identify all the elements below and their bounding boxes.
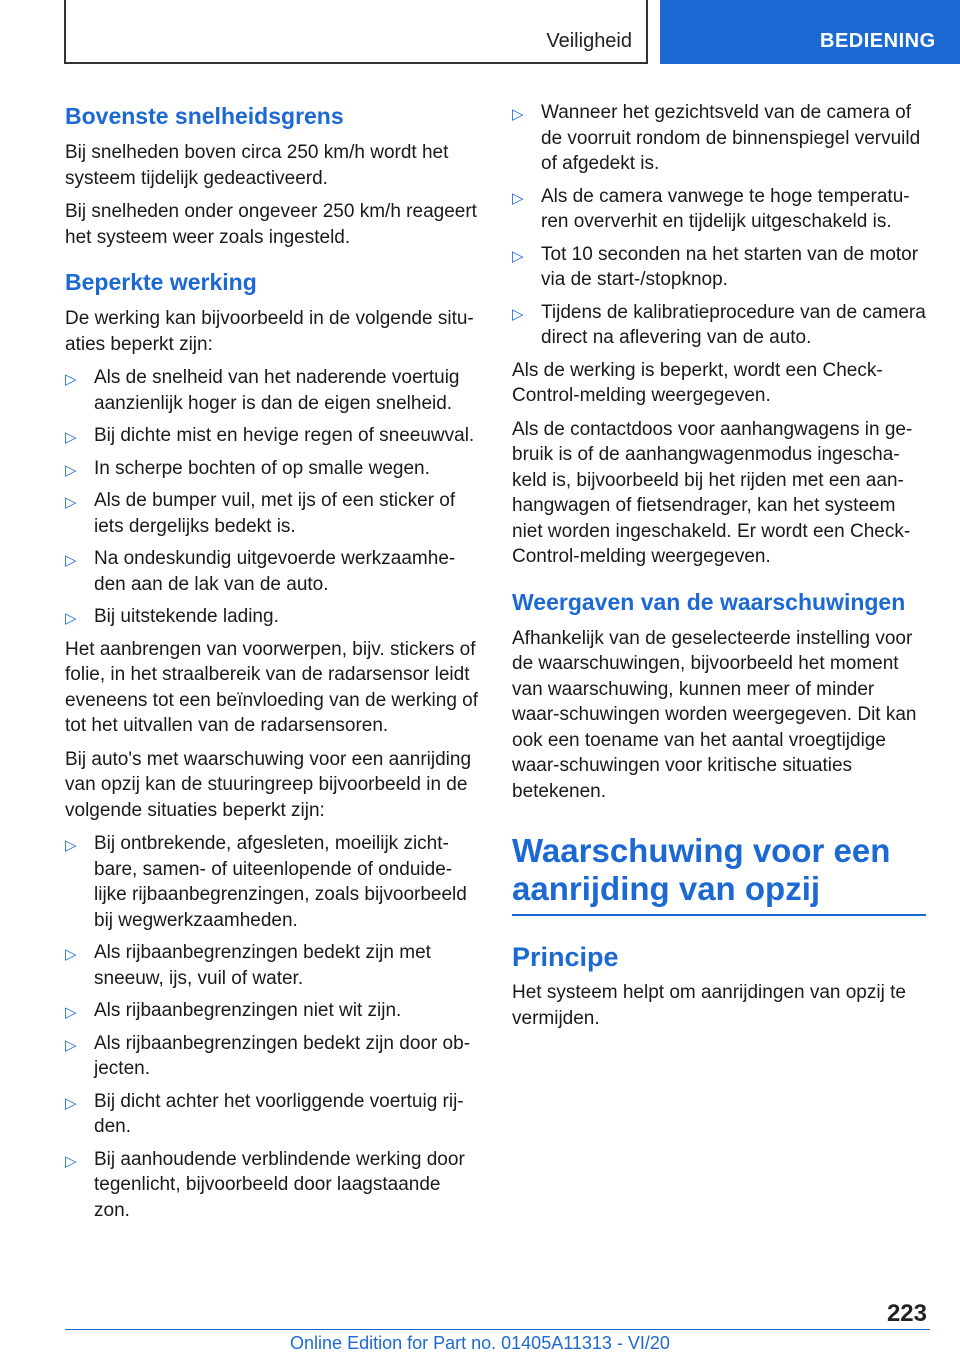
triangle-right-icon: ▷ (65, 1152, 77, 1170)
triangle-right-icon: ▷ (65, 429, 77, 446)
left-column (65, 100, 479, 1230)
list-item: ▷ Als de snelheid van het naderende voertuig aanzienlijk hoger is dan de eigen snelheid. (65, 367, 460, 414)
heading-principle: Principe (512, 942, 619, 972)
chapter-title-side-collision-warning: Waarschuwing voor een aanrijding van opzij (512, 832, 926, 916)
list-item: ▷ Bij uitstekende lading. (65, 604, 479, 630)
bullet-list (65, 365, 479, 630)
triangle-right-icon: ▷ (65, 1094, 77, 1112)
list-item: ▷ Bij aanhoudende verblindende werking door tegenlicht, bijvoorbeeld door laagstaande zon. (65, 1148, 465, 1221)
chapter-tab[interactable]: BEDIENING (660, 0, 960, 64)
triangle-right-icon: ▷ (65, 610, 77, 627)
footer-edition: Online Edition for Part no. 01405A11313 - VI/20 (290, 1333, 670, 1353)
triangle-right-icon: ▷ (512, 189, 524, 207)
paragraph: Bij snelheden onder ongeveer 250 km/h reageert het systeem weer zoals ingesteld. (65, 201, 477, 248)
triangle-right-icon: ▷ (65, 371, 77, 388)
paragraph: Als de contactdoos voor aanhangwagens in ge‐bruik is of de aanhangwagenmodus ingescha‐keld is, bijvoorbeeld bij het rijden met een aan‐hangwagen of fietsendrager, kan het systeem niet worden ingeschakeld. Er wordt een Check-Control-melding weergegeven. (512, 418, 913, 567)
triangle-right-icon: ▷ (65, 1004, 77, 1021)
page-number: 223 (886, 1300, 927, 1327)
list-item: ▷ Als de camera vanwege te hoge temperatu‐ren oververhit en tijdelijk uitgeschakeld is. (512, 185, 910, 232)
triangle-right-icon: ▷ (512, 305, 524, 323)
list-item: ▷ Na ondeskundig uitgevoerde werkzaamhe‐den aan de lak van de auto. (65, 548, 456, 595)
list-item: ▷ Bij dicht achter het voorliggende voertuig rij‐den. (65, 1090, 464, 1137)
right-column (512, 100, 926, 1039)
paragraph: Het aanbrengen van voorwerpen, bijv. stickers of folie, in het straalbereik van de radarsensor leidt eveneens tot een beïnvloeding van de werking of tot het uitvallen van de radarsensoren. (65, 638, 479, 736)
list-item: ▷ Bij dichte mist en hevige regen of sneeuwval. (65, 423, 479, 449)
heading-limited-function: Beperkte werking (65, 269, 257, 295)
triangle-right-icon: ▷ (65, 1036, 77, 1054)
list-item: ▷ Tijdens de kalibratieprocedure van de camera direct na aflevering van de auto. (512, 301, 926, 348)
paragraph: De werking kan bijvoorbeeld in de volgende situ‐aties beperkt zijn: (65, 308, 474, 355)
paragraph: Afhankelijk van de geselecteerde instelling voor de waarschuwingen, bijvoorbeeld het moment van waarschuwing, kunnen meer of minder waar‐schuwingen worden weergegeven. Dit kan ook een toename van het aantal vroegtijdige waar‐schuwingen voor kritische situaties betekenen. (512, 627, 917, 802)
list-item: ▷ Als rijbaanbegrenzingen bedekt zijn met sneeuw, ijs, vuil of water. (65, 942, 431, 989)
paragraph: Het systeem helpt om aanrijdingen van opzij te vermijden. (512, 982, 906, 1029)
paragraph: Als de werking is beperkt, wordt een Check-Control-melding weergegeven. (512, 359, 883, 406)
list-item: ▷ Als rijbaanbegrenzingen niet wit zijn. (65, 998, 479, 1024)
bullet-list (512, 100, 926, 351)
heading-warnings-display: Weergaven van de waarschuwingen (512, 588, 906, 615)
triangle-right-icon: ▷ (65, 837, 77, 854)
triangle-right-icon: ▷ (65, 461, 77, 479)
header-section-box (64, 0, 648, 64)
triangle-right-icon: ▷ (512, 247, 524, 265)
bullet-list (65, 831, 479, 1223)
heading-upper-speed-limit: Bovenste snelheidsgrens (65, 103, 344, 129)
paragraph: Bij snelheden boven circa 250 km/h wordt het systeem tijdelijk gedeactiveerd. (65, 142, 449, 189)
paragraph: Bij auto's met waarschuwing voor een aanrijding van opzij kan de stuuringreep bijvoorbeeld in de volgende situaties beperkt zijn: (65, 748, 472, 821)
list-item: ▷ Wanneer het gezichtsveld van de camera of de voorruit rondom de binnenspiegel vervuild of afgedekt is. (512, 102, 921, 174)
list-item: ▷ Bij ontbrekende, afgesleten, moeilijk zicht‐bare, samen- of uiteenlopende of onduide‐lijke rijbaanbegrenzingen, zoals bijvoorbeeld bij wegwerkzaamheden. (65, 833, 467, 931)
triangle-right-icon: ▷ (65, 494, 77, 511)
list-item: ▷ In scherpe bochten of op smalle wegen. (65, 456, 479, 482)
triangle-right-icon: ▷ (512, 106, 524, 123)
list-item: ▷ Tot 10 seconden na het starten van de motor via de start-/stopknop. (512, 243, 919, 290)
section-title: Veiligheid (546, 30, 632, 52)
list-item: ▷ Als de bumper vuil, met ijs of een sticker of iets dergelijks bedekt is. (65, 490, 456, 537)
triangle-right-icon: ▷ (65, 946, 77, 963)
footer-divider (65, 1329, 930, 1330)
list-item: ▷ Als rijbaanbegrenzingen bedekt zijn door ob‐jecten. (65, 1032, 471, 1079)
triangle-right-icon: ▷ (65, 552, 77, 569)
